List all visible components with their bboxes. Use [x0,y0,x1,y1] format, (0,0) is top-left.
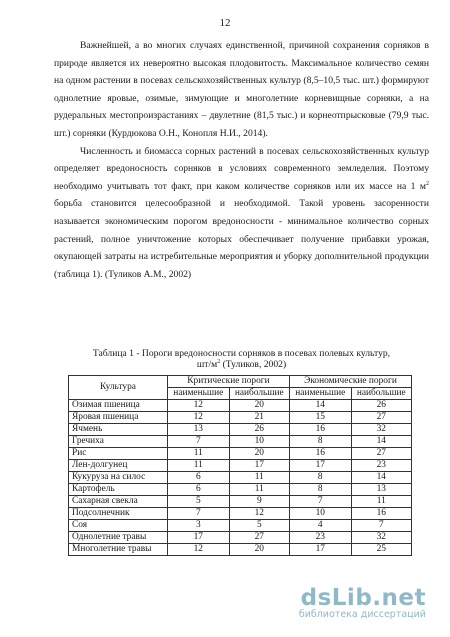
paragraph-threshold-part2: борьба становится целесообразной и необходимой. Такой уровень засоренности называется экономическим порогом вредоносности - минимальное количество сорных растений, полное уничтожение которых обеспечивает получение прибавки урожая, окупающей затраты на истребительные мероприятия и уборку дополнительной продукции (таблица 1). (Туликов А.М., 2002) [54,198,429,280]
table-cell-value: 27 [229,532,289,544]
table-cell-value: 32 [351,424,411,436]
table-row [69,412,412,424]
table-cell-value: 32 [351,532,411,544]
table-cell-value: 25 [351,544,411,556]
table-row [69,400,412,412]
table-cell-value: 11 [351,496,411,508]
table-cell-crop: Картофель [69,484,168,496]
table-cell-value: 27 [351,412,411,424]
table-cell-value: 11 [168,448,230,460]
table-row [69,472,412,484]
table-cell-value: 8 [289,472,351,484]
table-cell-value: 7 [289,496,351,508]
table-cell-value: 8 [289,436,351,448]
paragraph-fecundity: Важнейшей, а во многих случаях единственной, причиной сохранения сорняков в природе является их невероятно высокая плодовитость. Максимальное количество семян на одном растении в посевах сельскохозяйственных культур (8,5–10,5 тыс. шт.) формируют однолетние яровые, озимые, зимующие и многолетние корневищные сорняки, а на рудеральных местопроизрастаниях – двулетние (81,5 тыс.) и корнеотпрысковые (79,9 тыс. шт.) сорняки (Курдюкова О.Н., Конопля Н.И., 2014). [54,40,429,139]
caption-source: (Туликов, 2002) [220,359,287,370]
table-cell-value: 10 [229,436,289,448]
table-row [69,520,412,532]
table-cell-value: 9 [229,496,289,508]
table-cell-crop: Ячмень [69,424,168,436]
table-cell-value: 6 [168,472,230,484]
table-cell-value: 16 [289,424,351,436]
table-cell-value: 14 [351,436,411,448]
table-cell-value: 5 [229,520,289,532]
watermark-subtitle: библиотека диссертаций [298,609,426,620]
subheader-critical-max: наибольшие [229,388,289,400]
table-cell-value: 7 [168,508,230,520]
table-cell-value: 6 [168,484,230,496]
caption-unit: шт/м [196,359,218,370]
table-cell-crop: Сахарная свекла [69,496,168,508]
table-caption [54,348,429,370]
caption-unit-superscript: 2 [217,359,221,365]
table-cell-value: 17 [289,544,351,556]
table-cell-value: 12 [168,544,230,556]
table-body [69,400,412,556]
table-cell-value: 3 [168,520,230,532]
table-cell-value: 8 [289,484,351,496]
table-row [69,424,412,436]
table-cell-value: 27 [351,448,411,460]
table-cell-value: 12 [168,412,230,424]
header-crop: Культура [69,376,168,400]
table-cell-value: 11 [229,484,289,496]
table-cell-crop: Многолетние травы [69,544,168,556]
table-cell-value: 7 [351,520,411,532]
table-cell-value: 12 [229,508,289,520]
table-cell-value: 10 [289,508,351,520]
table-row [69,448,412,460]
header-economic: Экономические пороги [289,376,411,388]
table-row [69,436,412,448]
table-cell-value: 20 [229,400,289,412]
table-cell-value: 26 [229,424,289,436]
table-row [69,496,412,508]
table-row [69,508,412,520]
table-cell-value: 14 [289,400,351,412]
table-cell-value: 15 [289,412,351,424]
table-cell-value: 16 [351,508,411,520]
table-cell-crop: Лен-долгунец [69,460,168,472]
table-cell-value: 13 [351,484,411,496]
page-number: 12 [219,17,231,29]
table-cell-value: 7 [168,436,230,448]
table-cell-crop: Кукуруза на силос [69,472,168,484]
table-cell-value: 11 [168,460,230,472]
table-row [69,544,412,556]
subheader-critical-min: наименьшие [168,388,230,400]
table-cell-crop: Яровая пшеница [69,412,168,424]
table-cell-value: 11 [229,472,289,484]
thresholds-table [68,375,412,556]
table-row [69,532,412,544]
subheader-economic-max: наибольшие [351,388,411,400]
table-cell-crop: Однолетние травы [69,532,168,544]
table-cell-crop: Подсолнечник [69,508,168,520]
table-row [69,460,412,472]
table-cell-value: 12 [168,400,230,412]
table-cell-value: 4 [289,520,351,532]
table-caption-line2 [54,359,429,370]
body-text [54,37,429,283]
subheader-economic-min: наименьшие [289,388,351,400]
table-cell-value: 20 [229,448,289,460]
table-caption-line1: Таблица 1 - Пороги вредоносности сорняков в посевах полевых культур, [92,348,391,359]
table-cell-crop: Рис [69,448,168,460]
table-cell-value: 16 [289,448,351,460]
header-critical: Критические пороги [168,376,290,388]
table-header-row [69,376,412,388]
table-cell-value: 23 [289,532,351,544]
watermark-logo: dsLib.net [300,585,426,611]
table-cell-value: 26 [351,400,411,412]
table-cell-crop: Озимая пшеница [69,400,168,412]
table-cell-value: 5 [168,496,230,508]
table-cell-value: 21 [229,412,289,424]
table-cell-value: 13 [168,424,230,436]
table-cell-value: 14 [351,472,411,484]
paragraph-threshold-part1: Численность и биомасса сорных растений в посевах сельскохозяйственных культур определяет вредоносность сорняков в условиях современного земледелия. Поэтому необходимо учитывать тот факт, при каком количестве сорняков или их массе на 1 м [54,145,429,192]
watermark [299,585,426,620]
table-cell-value: 17 [289,460,351,472]
table-row [69,484,412,496]
paragraph-threshold [54,143,429,284]
table-cell-value: 23 [351,460,411,472]
table-cell-value: 20 [229,544,289,556]
table-cell-value: 17 [168,532,230,544]
square-superscript: 2 [426,180,429,187]
table-cell-value: 17 [229,460,289,472]
table-cell-crop: Гречиха [69,436,168,448]
table-cell-crop: Соя [69,520,168,532]
